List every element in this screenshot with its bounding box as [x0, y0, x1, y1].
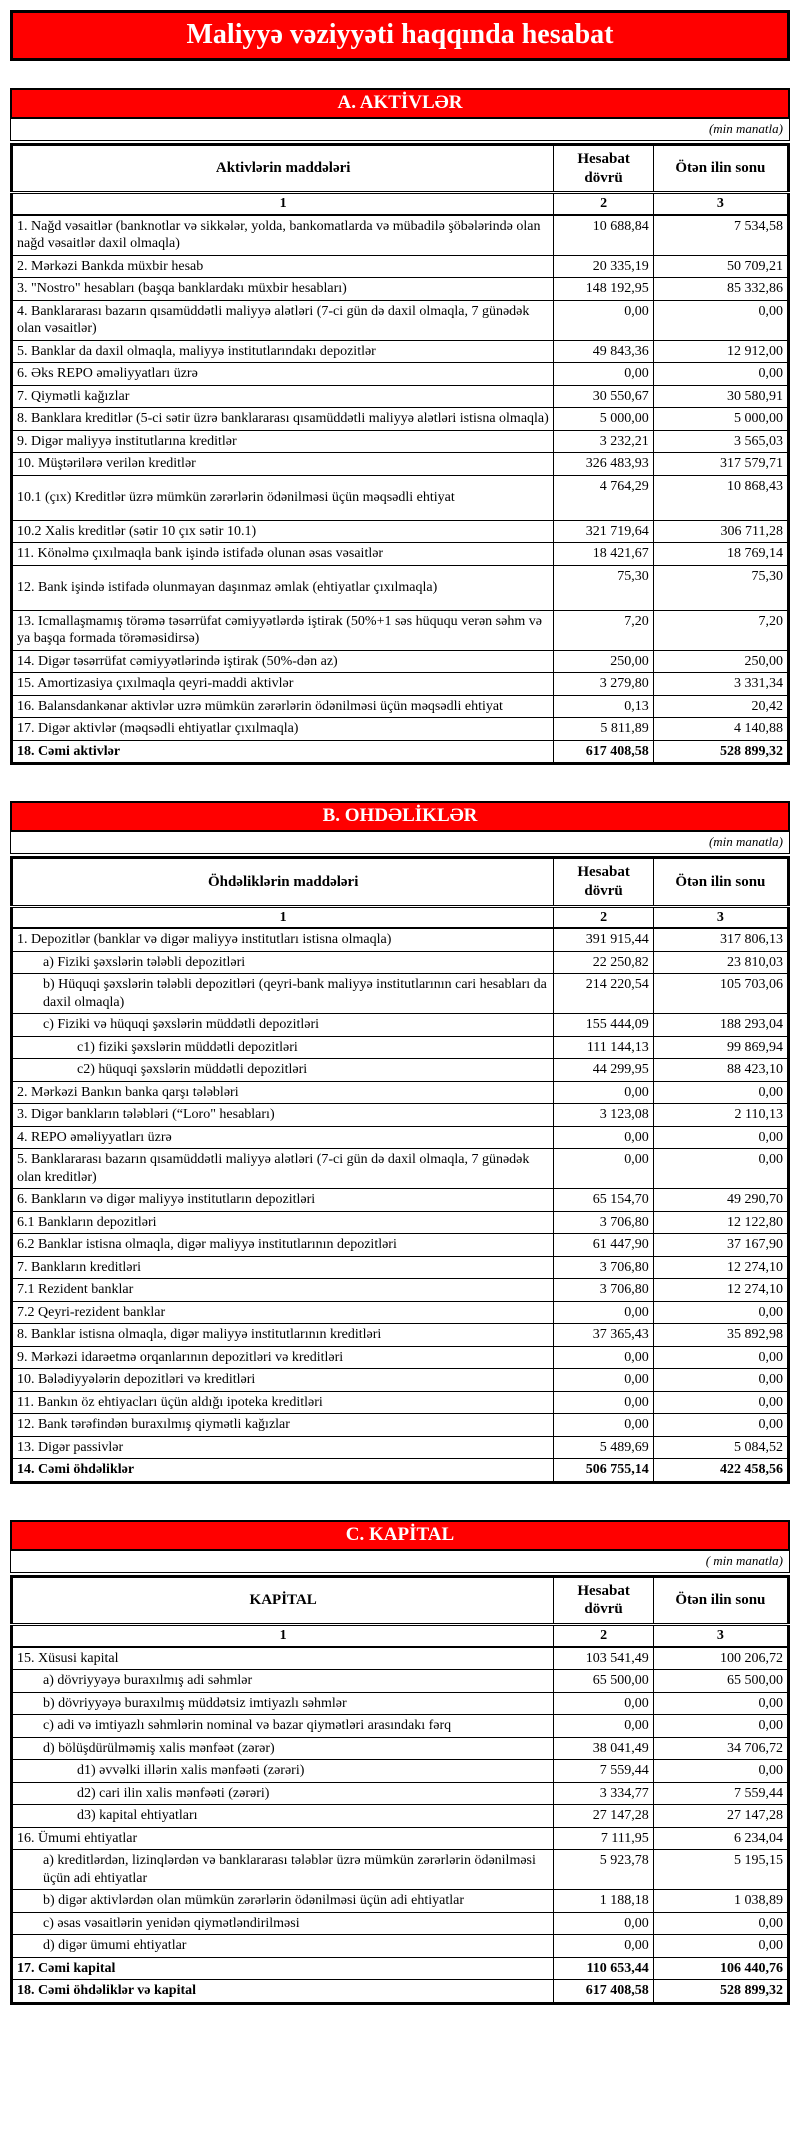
- value-previous-year-end: 0,00: [653, 1692, 788, 1715]
- table-row: [12, 340, 789, 363]
- value-previous-year-end: 50 709,21: [653, 255, 788, 278]
- value-previous-year-end: 37 167,90: [653, 1234, 788, 1257]
- financial-table: [10, 143, 790, 766]
- financial-table: [10, 856, 790, 1484]
- table-row: [12, 1850, 789, 1890]
- column-header-current-period: Hesabat dövrü: [554, 858, 653, 907]
- column-number-row: [12, 1625, 789, 1647]
- row-label: b) digər aktivlərdən olan mümkün zərərlərin ödənilməsi üçün adi ehtiyatlar: [12, 1890, 554, 1913]
- row-label: 11. Bankın öz ehtiyacları üçün aldığı ipoteka kreditləri: [12, 1391, 554, 1414]
- column-number-1: 1: [12, 193, 554, 215]
- value-current-period: 30 550,67: [554, 385, 653, 408]
- unit-note: (min manatla): [10, 119, 790, 141]
- value-current-period: 110 653,44: [554, 1957, 653, 1980]
- value-previous-year-end: 85 332,86: [653, 278, 788, 301]
- table-row: [12, 1670, 789, 1693]
- value-previous-year-end: 0,00: [653, 1935, 788, 1958]
- table-row: [12, 475, 789, 520]
- unit-note: (min manatla): [10, 832, 790, 854]
- table-row: [12, 1234, 789, 1257]
- column-number-3: 3: [653, 193, 788, 215]
- value-current-period: 148 192,95: [554, 278, 653, 301]
- value-previous-year-end: 12 274,10: [653, 1279, 788, 1302]
- table-row: [12, 740, 789, 764]
- value-previous-year-end: 0,00: [653, 1346, 788, 1369]
- table-row: [12, 255, 789, 278]
- value-current-period: 155 444,09: [554, 1014, 653, 1037]
- value-previous-year-end: 0,00: [653, 1912, 788, 1935]
- table-row: [12, 385, 789, 408]
- row-label: 15. Xüsusi kapital: [12, 1647, 554, 1670]
- table-row: [12, 1104, 789, 1127]
- row-label: c) əsas vəsaitlərin yenidən qiymətləndirilməsi: [12, 1912, 554, 1935]
- row-label: 13. Icmallaşmamış törəmə təsərrüfat cəmiyyətlərdə iştirak (50%+1 səs hüququ verən səhm və ya başqa formada törəməsidirsə): [12, 610, 554, 650]
- value-current-period: 0,00: [554, 1414, 653, 1437]
- table-row: [12, 1059, 789, 1082]
- table-row: [12, 1346, 789, 1369]
- row-label: 7.2 Qeyri-rezident banklar: [12, 1301, 554, 1324]
- row-label: c) Fiziki və hüquqi şəxslərin müddətli depozitləri: [12, 1014, 554, 1037]
- table-row: [12, 673, 789, 696]
- value-previous-year-end: 0,00: [653, 1301, 788, 1324]
- table-row: [12, 1980, 789, 2004]
- table-row: [12, 1737, 789, 1760]
- value-previous-year-end: 12 274,10: [653, 1256, 788, 1279]
- column-number-3: 3: [653, 906, 788, 928]
- value-previous-year-end: 105 703,06: [653, 974, 788, 1014]
- report-title: Maliyyə vəziyyəti haqqında hesabat: [10, 10, 790, 61]
- table-row: [12, 1414, 789, 1437]
- row-label: a) Fiziki şəxslərin tələbli depozitləri: [12, 951, 554, 974]
- row-label: 10. Müştərilərə verilən kreditlər: [12, 453, 554, 476]
- value-previous-year-end: 306 711,28: [653, 520, 788, 543]
- table-row: [12, 430, 789, 453]
- value-previous-year-end: 0,00: [653, 1391, 788, 1414]
- column-header-current-period: Hesabat dövrü: [554, 144, 653, 193]
- column-header-previous-year-end: Ötən ilin sonu: [653, 144, 788, 193]
- row-label: a) kreditlərdən, lizinqlərdən və banklararası tələblər üzrə mümkün zərərlərin ödənilməsi üçün adi ehtiyatlar: [12, 1850, 554, 1890]
- value-current-period: 5 811,89: [554, 718, 653, 741]
- row-label: 8. Banklara kreditlər (5-ci sətir üzrə banklararası qısamüddətli maliyyə alətləri istisna olmaqla): [12, 408, 554, 431]
- value-previous-year-end: 12 912,00: [653, 340, 788, 363]
- value-previous-year-end: 35 892,98: [653, 1324, 788, 1347]
- column-header-row: [12, 144, 789, 193]
- section-heading: B. OHDƏLİKLƏR: [10, 801, 790, 832]
- column-header-previous-year-end: Ötən ilin sonu: [653, 1576, 788, 1625]
- value-previous-year-end: 250,00: [653, 650, 788, 673]
- value-current-period: 3 123,08: [554, 1104, 653, 1127]
- value-previous-year-end: 422 458,56: [653, 1459, 788, 1483]
- financial-table: [10, 1575, 790, 2005]
- row-label: 13. Digər passivlər: [12, 1436, 554, 1459]
- table-row: [12, 1211, 789, 1234]
- value-previous-year-end: 0,00: [653, 300, 788, 340]
- table-row: [12, 928, 789, 951]
- table-row: [12, 974, 789, 1014]
- value-previous-year-end: 5 000,00: [653, 408, 788, 431]
- value-previous-year-end: 3 565,03: [653, 430, 788, 453]
- value-current-period: 326 483,93: [554, 453, 653, 476]
- table-row: [12, 1805, 789, 1828]
- row-label: 7. Qiymətli kağızlar: [12, 385, 554, 408]
- table-row: [12, 1279, 789, 1302]
- row-label: 5. Banklararası bazarın qısamüddətli maliyyə alətləri (7-ci gün də daxil olmaqla, 7 günədək olan kreditlər): [12, 1149, 554, 1189]
- value-current-period: 5 923,78: [554, 1850, 653, 1890]
- table-row: [12, 215, 789, 256]
- section-heading: A. AKTİVLƏR: [10, 88, 790, 119]
- value-previous-year-end: 0,00: [653, 1369, 788, 1392]
- value-current-period: 0,00: [554, 1391, 653, 1414]
- value-current-period: 0,00: [554, 1935, 653, 1958]
- table-row: [12, 1301, 789, 1324]
- table-row: [12, 951, 789, 974]
- row-label: 16. Ümumi ehtiyatlar: [12, 1827, 554, 1850]
- row-label: b) Hüquqi şəxslərin tələbli depozitləri (qeyri-bank maliyyə institutlarının cari hesabları da daxil olmaqla): [12, 974, 554, 1014]
- value-previous-year-end: 49 290,70: [653, 1189, 788, 1212]
- row-label: 7. Bankların kreditləri: [12, 1256, 554, 1279]
- table-row: [12, 565, 789, 610]
- column-header-items: Aktivlərin maddələri: [12, 144, 554, 193]
- value-current-period: 0,00: [554, 1149, 653, 1189]
- value-previous-year-end: 99 869,94: [653, 1036, 788, 1059]
- value-current-period: 321 719,64: [554, 520, 653, 543]
- row-label: 1. Nağd vəsaitlər (banknotlar və sikkələr, yolda, bankomatlarda və mübadilə şöbələrində olan nağd vəsaitlər daxil olmaqla): [12, 215, 554, 256]
- value-current-period: 3 706,80: [554, 1211, 653, 1234]
- row-label: 15. Amortizasiya çıxılmaqla qeyri-maddi aktivlər: [12, 673, 554, 696]
- table-row: [12, 718, 789, 741]
- row-label: 5. Banklar da daxil olmaqla, maliyyə institutlarındakı depozitlər: [12, 340, 554, 363]
- value-current-period: 18 421,67: [554, 543, 653, 566]
- table-row: [12, 1782, 789, 1805]
- value-previous-year-end: 0,00: [653, 1126, 788, 1149]
- value-current-period: 7 111,95: [554, 1827, 653, 1850]
- value-current-period: 0,00: [554, 1081, 653, 1104]
- value-previous-year-end: 7,20: [653, 610, 788, 650]
- value-current-period: 3 706,80: [554, 1279, 653, 1302]
- table-row: [12, 1957, 789, 1980]
- table-body: [12, 928, 789, 1482]
- row-label: 3. Digər bankların tələbləri (“Loro" hesabları): [12, 1104, 554, 1127]
- row-label: 9. Digər maliyyə institutlarına kreditlər: [12, 430, 554, 453]
- row-label: d3) kapital ehtiyatları: [12, 1805, 554, 1828]
- column-number-row: [12, 906, 789, 928]
- value-previous-year-end: 0,00: [653, 1715, 788, 1738]
- value-current-period: 3 279,80: [554, 673, 653, 696]
- value-current-period: 4 764,29: [554, 475, 653, 520]
- row-label: 18. Cəmi aktivlər: [12, 740, 554, 764]
- column-number-2: 2: [554, 906, 653, 928]
- table-row: [12, 278, 789, 301]
- table-row: [12, 650, 789, 673]
- row-label: 10. Bələdiyyələrin depozitləri və kreditləri: [12, 1369, 554, 1392]
- table-row: [12, 1715, 789, 1738]
- column-number-2: 2: [554, 193, 653, 215]
- column-header-row: [12, 858, 789, 907]
- report-section: [10, 801, 790, 1483]
- value-current-period: 38 041,49: [554, 1737, 653, 1760]
- value-current-period: 0,13: [554, 695, 653, 718]
- row-label: 4. Banklararası bazarın qısamüddətli maliyyə alətləri (7-ci gün də daxil olmaqla, 7 günədək olan vəsaitlər): [12, 300, 554, 340]
- value-current-period: 617 408,58: [554, 1980, 653, 2004]
- table-row: [12, 363, 789, 386]
- value-current-period: 0,00: [554, 1346, 653, 1369]
- value-current-period: 0,00: [554, 1715, 653, 1738]
- value-previous-year-end: 106 440,76: [653, 1957, 788, 1980]
- value-current-period: 65 500,00: [554, 1670, 653, 1693]
- table-row: [12, 1036, 789, 1059]
- row-label: c2) hüquqi şəxslərin müddətli depozitləri: [12, 1059, 554, 1082]
- table-row: [12, 1459, 789, 1483]
- column-header-previous-year-end: Ötən ilin sonu: [653, 858, 788, 907]
- table-body: [12, 215, 789, 764]
- row-label: a) dövriyyəyə buraxılmış adi səhmlər: [12, 1670, 554, 1693]
- table-row: [12, 610, 789, 650]
- value-current-period: 103 541,49: [554, 1647, 653, 1670]
- table-row: [12, 520, 789, 543]
- row-label: 1. Depozitlər (banklar və digər maliyyə institutları istisna olmaqla): [12, 928, 554, 951]
- table-row: [12, 1760, 789, 1783]
- value-current-period: 37 365,43: [554, 1324, 653, 1347]
- value-current-period: 111 144,13: [554, 1036, 653, 1059]
- row-label: 18. Cəmi öhdəliklər və kapital: [12, 1980, 554, 2004]
- table-row: [12, 1189, 789, 1212]
- row-label: d2) cari ilin xalis mənfəəti (zərəri): [12, 1782, 554, 1805]
- value-previous-year-end: 34 706,72: [653, 1737, 788, 1760]
- value-previous-year-end: 5 195,15: [653, 1850, 788, 1890]
- value-previous-year-end: 0,00: [653, 1414, 788, 1437]
- value-previous-year-end: 23 810,03: [653, 951, 788, 974]
- table-row: [12, 1324, 789, 1347]
- value-previous-year-end: 3 331,34: [653, 673, 788, 696]
- row-label: 10.1 (çıx) Kreditlər üzrə mümkün zərərlərin ödənilməsi üçün məqsədli ehtiyat: [12, 475, 554, 520]
- value-previous-year-end: 0,00: [653, 1081, 788, 1104]
- report-section: [10, 1520, 790, 2005]
- row-label: 11. Könəlmə çıxılmaqla bank işində istifadə olunan əsas vəsaitlər: [12, 543, 554, 566]
- value-previous-year-end: 528 899,32: [653, 740, 788, 764]
- value-previous-year-end: 7 559,44: [653, 1782, 788, 1805]
- column-header-row: [12, 1576, 789, 1625]
- value-current-period: 3 334,77: [554, 1782, 653, 1805]
- table-row: [12, 1647, 789, 1670]
- value-previous-year-end: 1 038,89: [653, 1890, 788, 1913]
- row-label: d) bölüşdürülməmiş xalis mənfəət (zərər): [12, 1737, 554, 1760]
- value-previous-year-end: 317 579,71: [653, 453, 788, 476]
- value-previous-year-end: 2 110,13: [653, 1104, 788, 1127]
- value-current-period: 22 250,82: [554, 951, 653, 974]
- value-previous-year-end: 4 140,88: [653, 718, 788, 741]
- table-row: [12, 1935, 789, 1958]
- table-row: [12, 1890, 789, 1913]
- value-previous-year-end: 317 806,13: [653, 928, 788, 951]
- row-label: 14. Cəmi öhdəliklər: [12, 1459, 554, 1483]
- value-current-period: 391 915,44: [554, 928, 653, 951]
- row-label: 17. Cəmi kapital: [12, 1957, 554, 1980]
- row-label: 9. Mərkəzi idarəetmə orqanlarının depozitləri və kreditləri: [12, 1346, 554, 1369]
- value-previous-year-end: 20,42: [653, 695, 788, 718]
- table-row: [12, 1827, 789, 1850]
- table-row: [12, 1436, 789, 1459]
- column-header-items: Öhdəliklərin maddələri: [12, 858, 554, 907]
- column-number-1: 1: [12, 906, 554, 928]
- value-current-period: 1 188,18: [554, 1890, 653, 1913]
- table-row: [12, 695, 789, 718]
- row-label: 2. Mərkəzi Bankın banka qarşı tələbləri: [12, 1081, 554, 1104]
- row-label: 6. Bankların və digər maliyyə institutların depozitləri: [12, 1189, 554, 1212]
- value-current-period: 61 447,90: [554, 1234, 653, 1257]
- table-row: [12, 453, 789, 476]
- value-previous-year-end: 0,00: [653, 363, 788, 386]
- column-number-row: [12, 193, 789, 215]
- row-label: d1) əvvəlki illərin xalis mənfəəti (zərəri): [12, 1760, 554, 1783]
- table-row: [12, 543, 789, 566]
- row-label: 6.1 Bankların depozitləri: [12, 1211, 554, 1234]
- column-number-1: 1: [12, 1625, 554, 1647]
- value-current-period: 214 220,54: [554, 974, 653, 1014]
- table-row: [12, 1149, 789, 1189]
- value-previous-year-end: 7 534,58: [653, 215, 788, 256]
- row-label: c) adi və imtiyazlı səhmlərin nominal və bazar qiymətləri arasındakı fərq: [12, 1715, 554, 1738]
- value-current-period: 0,00: [554, 1692, 653, 1715]
- section-heading: C. KAPİTAL: [10, 1520, 790, 1551]
- row-label: 8. Banklar istisna olmaqla, digər maliyyə institutlarının kreditləri: [12, 1324, 554, 1347]
- row-label: 6. Əks REPO əməliyyatları üzrə: [12, 363, 554, 386]
- value-previous-year-end: 0,00: [653, 1149, 788, 1189]
- value-current-period: 75,30: [554, 565, 653, 610]
- value-current-period: 506 755,14: [554, 1459, 653, 1483]
- value-previous-year-end: 88 423,10: [653, 1059, 788, 1082]
- table-row: [12, 408, 789, 431]
- value-current-period: 0,00: [554, 363, 653, 386]
- value-current-period: 0,00: [554, 1369, 653, 1392]
- table-row: [12, 1014, 789, 1037]
- table-row: [12, 1912, 789, 1935]
- column-number-3: 3: [653, 1625, 788, 1647]
- report-section: [10, 88, 790, 765]
- value-previous-year-end: 75,30: [653, 565, 788, 610]
- table-row: [12, 300, 789, 340]
- value-previous-year-end: 10 868,43: [653, 475, 788, 520]
- value-previous-year-end: 12 122,80: [653, 1211, 788, 1234]
- value-previous-year-end: 6 234,04: [653, 1827, 788, 1850]
- unit-note: ( min manatla): [10, 1551, 790, 1573]
- row-label: c1) fiziki şəxslərin müddətli depozitləri: [12, 1036, 554, 1059]
- value-current-period: 7 559,44: [554, 1760, 653, 1783]
- row-label: 10.2 Xalis kreditlər (sətir 10 çıx sətir 10.1): [12, 520, 554, 543]
- value-current-period: 3 232,21: [554, 430, 653, 453]
- row-label: 2. Mərkəzi Bankda müxbir hesab: [12, 255, 554, 278]
- row-label: 12. Bank işində istifadə olunmayan daşınmaz əmlak (ehtiyatlar çıxılmaqla): [12, 565, 554, 610]
- column-header-items: KAPİTAL: [12, 1576, 554, 1625]
- column-number-2: 2: [554, 1625, 653, 1647]
- table-row: [12, 1256, 789, 1279]
- row-label: 4. REPO əməliyyatları üzrə: [12, 1126, 554, 1149]
- sections-container: [10, 88, 790, 2005]
- row-label: 7.1 Rezident banklar: [12, 1279, 554, 1302]
- value-current-period: 0,00: [554, 1301, 653, 1324]
- value-previous-year-end: 27 147,28: [653, 1805, 788, 1828]
- value-previous-year-end: 18 769,14: [653, 543, 788, 566]
- row-label: d) digər ümumi ehtiyatlar: [12, 1935, 554, 1958]
- row-label: 16. Balansdankənar aktivlər uzrə mümkün zərərlərin ödənilməsi üçün məqsədli ehtiyat: [12, 695, 554, 718]
- value-previous-year-end: 528 899,32: [653, 1980, 788, 2004]
- table-row: [12, 1692, 789, 1715]
- value-previous-year-end: 65 500,00: [653, 1670, 788, 1693]
- row-label: 12. Bank tərəfindən buraxılmış qiymətli kağızlar: [12, 1414, 554, 1437]
- value-current-period: 3 706,80: [554, 1256, 653, 1279]
- value-current-period: 617 408,58: [554, 740, 653, 764]
- value-current-period: 5 489,69: [554, 1436, 653, 1459]
- table-row: [12, 1081, 789, 1104]
- row-label: b) dövriyyəyə buraxılmış müddətsiz imtiyazlı səhmlər: [12, 1692, 554, 1715]
- value-previous-year-end: 188 293,04: [653, 1014, 788, 1037]
- column-header-current-period: Hesabat dövrü: [554, 1576, 653, 1625]
- value-previous-year-end: 0,00: [653, 1760, 788, 1783]
- row-label: 17. Digər aktivlər (məqsədli ehtiyatlar çıxılmaqla): [12, 718, 554, 741]
- table-row: [12, 1391, 789, 1414]
- table-body: [12, 1647, 789, 2004]
- table-row: [12, 1369, 789, 1392]
- row-label: 14. Digər təsərrüfat cəmiyyətlərində iştirak (50%-dən az): [12, 650, 554, 673]
- row-label: 6.2 Banklar istisna olmaqla, digər maliyyə institutlarının depozitləri: [12, 1234, 554, 1257]
- value-current-period: 0,00: [554, 1912, 653, 1935]
- value-current-period: 5 000,00: [554, 408, 653, 431]
- value-current-period: 0,00: [554, 300, 653, 340]
- table-row: [12, 1126, 789, 1149]
- value-previous-year-end: 30 580,91: [653, 385, 788, 408]
- value-current-period: 27 147,28: [554, 1805, 653, 1828]
- value-current-period: 49 843,36: [554, 340, 653, 363]
- value-current-period: 20 335,19: [554, 255, 653, 278]
- value-current-period: 44 299,95: [554, 1059, 653, 1082]
- row-label: 3. "Nostro" hesabları (başqa banklardakı müxbir hesabları): [12, 278, 554, 301]
- value-current-period: 10 688,84: [554, 215, 653, 256]
- value-current-period: 7,20: [554, 610, 653, 650]
- value-current-period: 0,00: [554, 1126, 653, 1149]
- value-previous-year-end: 100 206,72: [653, 1647, 788, 1670]
- value-current-period: 65 154,70: [554, 1189, 653, 1212]
- value-previous-year-end: 5 084,52: [653, 1436, 788, 1459]
- value-current-period: 250,00: [554, 650, 653, 673]
